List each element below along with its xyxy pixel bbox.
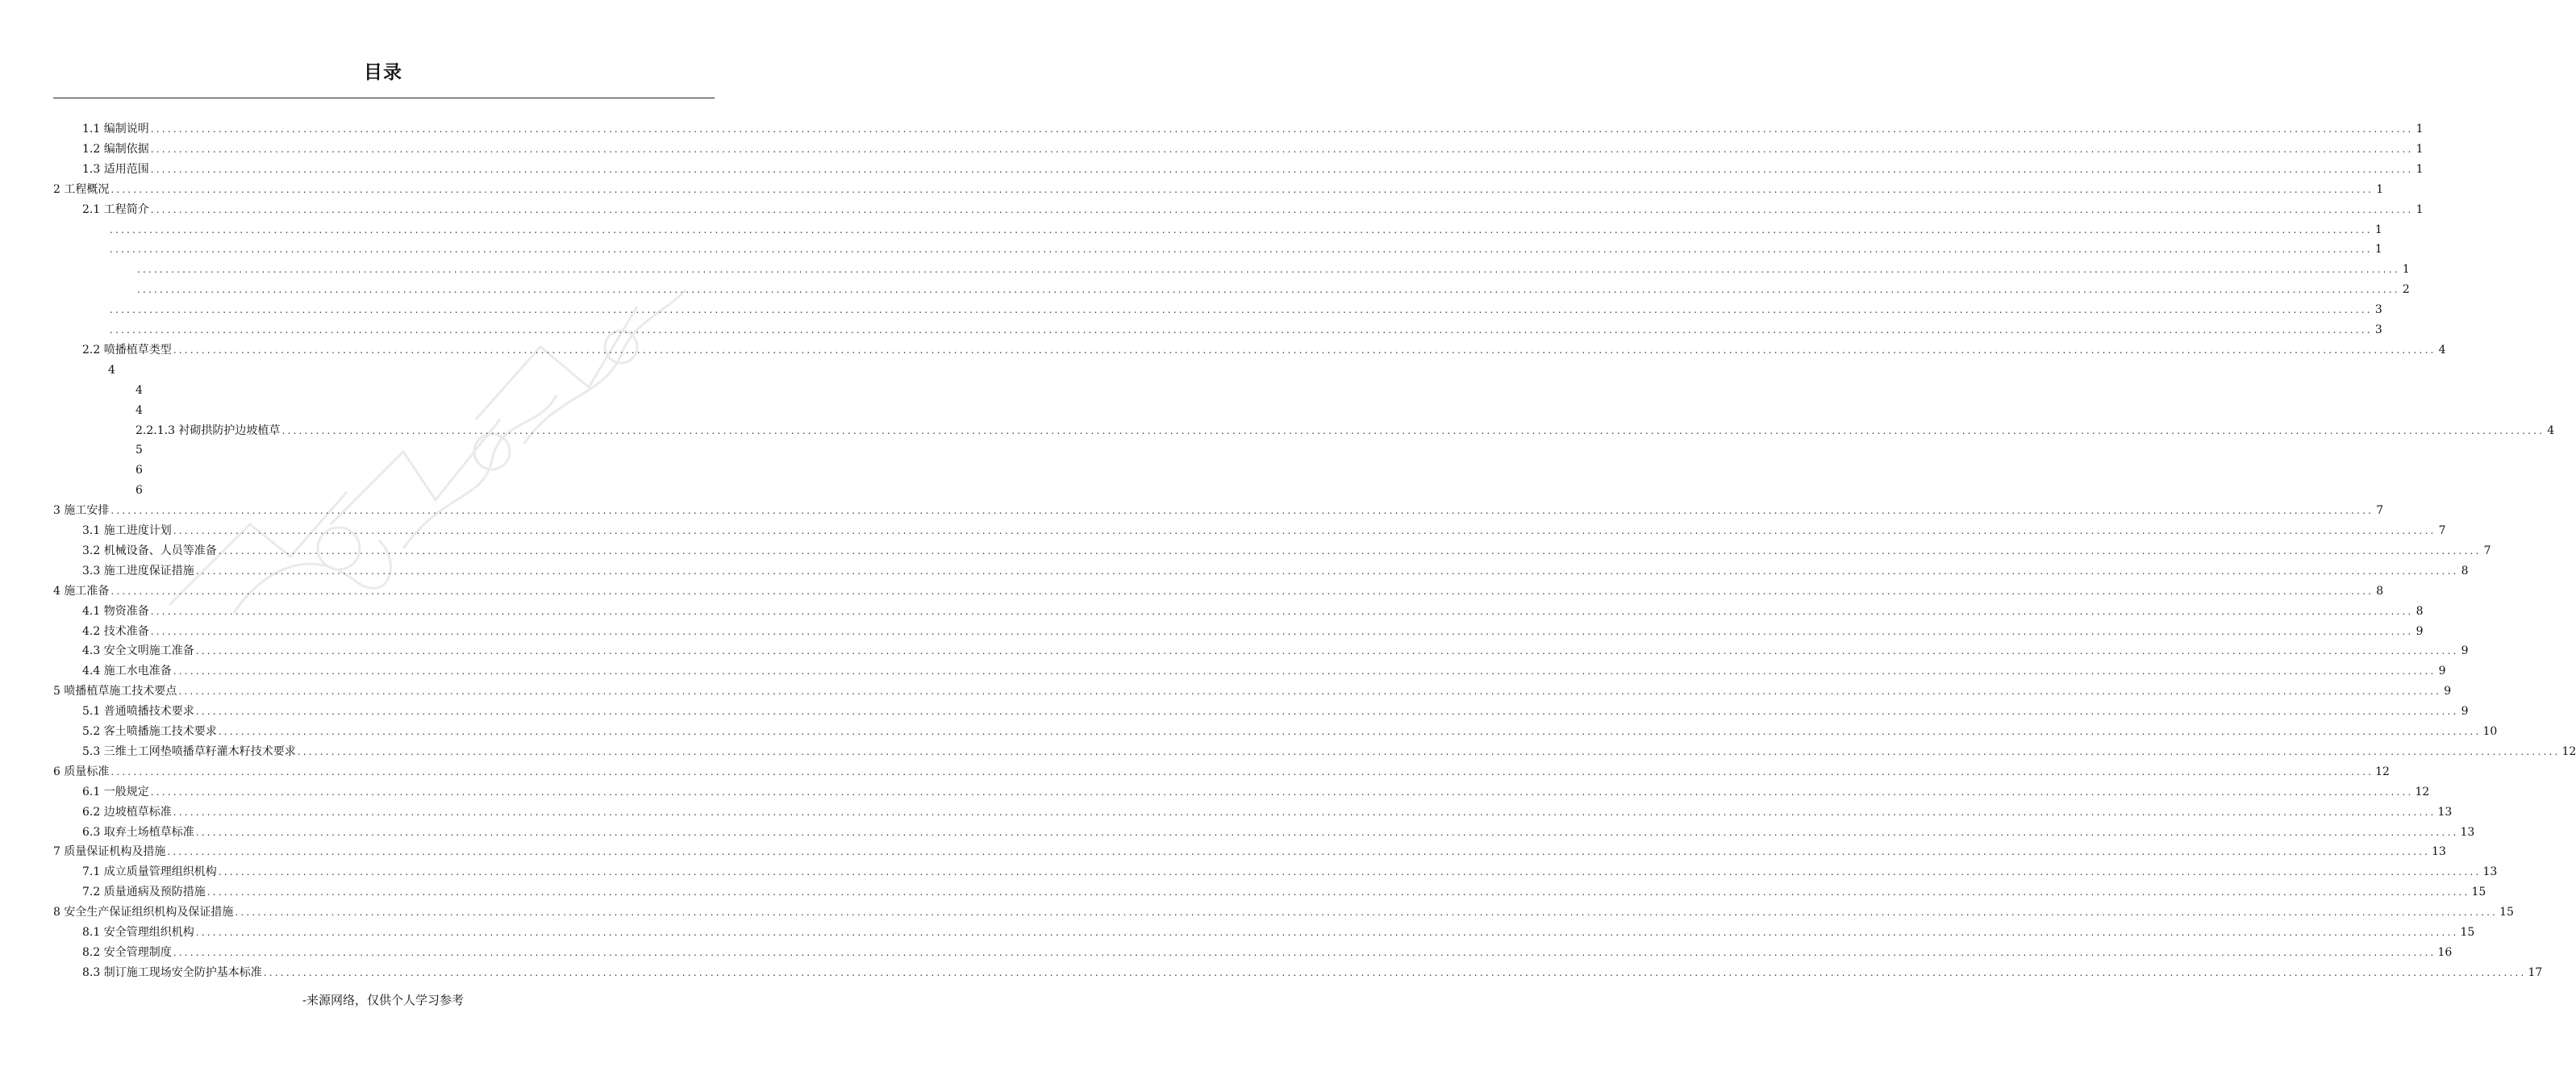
page-title: 目录	[364, 62, 402, 83]
toc-entry[interactable]	[82, 823, 2475, 843]
toc-entry[interactable]	[82, 200, 2424, 220]
toc-entry[interactable]	[82, 702, 2469, 722]
toc-entry-page-number: 15	[2499, 906, 2514, 919]
toc-entry-page-number: 9	[2444, 685, 2452, 698]
toc-leader-dots: ................................................................................................................................................................................................................................................................................................................................................................................................................	[195, 706, 2459, 718]
toc-entry-page-number: 8	[2461, 564, 2469, 577]
toc-leader-dots: ................................................................................................................................................................................................................................................................................................................................................................................................................	[150, 625, 2414, 637]
toc-leader-dots: ................................................................................................................................................................................................................................................................................................................................................................................................................	[178, 686, 2442, 698]
toc-leader-dots: ................................................................................................................................................................................................................................................................................................................................................................................................................	[110, 183, 2374, 195]
toc-leader-dots: ................................................................................................................................................................................................................................................................................................................................................................................................................	[218, 866, 2482, 878]
toc-entry-label: 6	[135, 484, 143, 498]
toc-entry-page-number: 13	[2437, 805, 2453, 819]
toc-entry[interactable]	[82, 742, 2576, 762]
toc-entry[interactable]	[108, 220, 2382, 240]
toc-entry[interactable]	[53, 903, 2514, 923]
toc-entry-page-number: 12	[2561, 744, 2576, 758]
toc-leader-dots: ................................................................................................................................................................................................................................................................................................................................................................................................................	[218, 726, 2482, 737]
toc-entry[interactable]	[82, 943, 2453, 963]
toc-entry-label: 4 施工准备	[53, 584, 110, 598]
toc-entry-page-number: 13	[2432, 845, 2446, 859]
toc-leader-dots: ................................................................................................................................................................................................................................................................................................................................................................................................................	[150, 203, 2414, 215]
toc-entry[interactable]	[82, 160, 2424, 180]
toc-entry[interactable]	[82, 722, 2498, 742]
toc-entry-page-number: 17	[2528, 965, 2543, 979]
toc-entry[interactable]	[82, 803, 2453, 823]
toc-leader-dots: ................................................................................................................................................................................................................................................................................................................................................................................................................	[218, 544, 2482, 557]
toc-entry-label: 4.3 安全文明施工准备	[82, 644, 194, 658]
toc-entry-label: 2.2.1.3 衬砌拱防护边坡植草	[135, 423, 281, 437]
toc-leader-dots: ................................................................................................................................................................................................................................................................................................................................................................................................................	[195, 645, 2459, 657]
toc-entry[interactable]	[82, 602, 2424, 622]
toc-entry-page-number: 15	[2460, 926, 2475, 939]
toc-entry-page-number: 1	[2416, 123, 2424, 136]
toc-entry-label: 7 质量保证机构及措施	[53, 845, 166, 859]
toc-entry-label: 8.2 安全管理制度	[82, 945, 172, 959]
toc-entry[interactable]	[135, 481, 151, 501]
toc-entry-page-number: 3	[2374, 303, 2382, 317]
toc-entry[interactable]	[108, 361, 123, 381]
toc-entry[interactable]	[82, 541, 2491, 561]
toc-leader-dots: ................................................................................................................................................................................................................................................................................................................................................................................................................	[206, 886, 2470, 898]
toc-entry-page-number: 9	[2438, 665, 2446, 678]
toc-leader-dots: ................................................................................................................................................................................................................................................................................................................................................................................................................	[150, 163, 2414, 175]
toc-entry-page-number: 13	[2460, 825, 2475, 839]
toc-leader-dots: ................................................................................................................................................................................................................................................................................................................................................................................................................	[110, 244, 2373, 256]
toc-entry-label: 4.2 技术准备	[82, 624, 149, 638]
toc-entry[interactable]	[108, 300, 2382, 320]
toc-entry-page-number: 1	[2376, 182, 2384, 196]
toc-entry[interactable]	[53, 180, 2384, 200]
toc-entry-page-number: 9	[2461, 644, 2469, 658]
toc-leader-dots: ................................................................................................................................................................................................................................................................................................................................................................................................................	[173, 525, 2436, 536]
toc-entry[interactable]	[82, 661, 2446, 682]
toc-entry-label: 6	[135, 464, 143, 477]
toc-leader-dots: ................................................................................................................................................................................................................................................................................................................................................................................................................	[110, 304, 2373, 316]
toc-entry[interactable]	[82, 561, 2469, 582]
toc-entry-page-number: 1	[2416, 142, 2424, 156]
toc-leader-dots: ................................................................................................................................................................................................................................................................................................................................................................................................................	[110, 585, 2374, 597]
toc-entry[interactable]	[135, 260, 2410, 280]
toc-entry[interactable]	[82, 641, 2469, 661]
toc-leader-dots: ................................................................................................................................................................................................................................................................................................................................................................................................................	[137, 264, 2400, 276]
toc-leader-dots: ................................................................................................................................................................................................................................................................................................................................................................................................................	[195, 565, 2459, 577]
toc-entry-label: 3.3 施工进度保证措施	[82, 564, 194, 577]
toc-entry-label: 3.2 机械设备、人员等准备	[82, 544, 217, 557]
toc-leader-dots: ................................................................................................................................................................................................................................................................................................................................................................................................................	[110, 223, 2373, 236]
toc-leader-dots: ................................................................................................................................................................................................................................................................................................................................................................................................................	[195, 927, 2459, 938]
toc-leader-dots: ................................................................................................................................................................................................................................................................................................................................................................................................................	[167, 846, 2431, 858]
toc-entry[interactable]	[135, 421, 2555, 441]
toc-entry-label: 7.2 质量通病及预防措施	[82, 886, 206, 899]
toc-entry[interactable]	[135, 381, 151, 401]
toc-entry-page-number: 16	[2437, 945, 2453, 959]
toc-entry[interactable]	[53, 501, 2384, 521]
toc-entry-label: 8.1 安全管理组织机构	[82, 926, 194, 939]
toc-entry[interactable]	[108, 320, 2382, 340]
toc-entry-page-number: 13	[2482, 865, 2498, 879]
toc-entry[interactable]	[82, 963, 2543, 983]
toc-entry-label: 1.3 适用范围	[82, 162, 149, 176]
toc-entry-page-number: 7	[2438, 524, 2446, 537]
toc-leader-dots: ................................................................................................................................................................................................................................................................................................................................................................................................................	[137, 284, 2400, 296]
toc-entry-page-number: 1	[2374, 243, 2382, 256]
toc-entry-label: 4	[135, 403, 143, 417]
toc-entry-label: 4	[135, 383, 143, 397]
toc-entry-label: 3.1 施工进度计划	[82, 524, 172, 537]
toc-entry-label: 6 质量标准	[53, 765, 110, 778]
toc-entry-label: 7.1 成立质量管理组织机构	[82, 865, 217, 879]
toc-entry-label: 5.3 三维土工网垫喷播草籽灌木籽技术要求	[82, 744, 296, 758]
toc-entry-page-number: 1	[2416, 162, 2424, 176]
toc-entry-label: 6.1 一般规定	[82, 785, 149, 798]
toc-entry-label: 6.3 取弃土场植草标准	[82, 825, 194, 839]
toc-entry-label: 8.3 制订施工现场安全防护基本标准	[82, 965, 262, 979]
toc-entry-label: 8 安全生产保证组织机构及保证措施	[53, 906, 234, 919]
toc-leader-dots: ................................................................................................................................................................................................................................................................................................................................................................................................................	[110, 324, 2373, 336]
toc-leader-dots: ................................................................................................................................................................................................................................................................................................................................................................................................................	[297, 745, 2561, 757]
toc-entry-page-number: 7	[2483, 544, 2491, 557]
toc-entry-page-number: 9	[2461, 705, 2469, 719]
toc-entry-label: 6.2 边坡植草标准	[82, 805, 172, 819]
toc-entry-label: 5.1 普通喷播技术要求	[82, 705, 194, 719]
toc-entry-page-number: 10	[2482, 725, 2498, 738]
toc-entry-page-number: 7	[2376, 504, 2384, 518]
toc-entry-page-number: 1	[2402, 263, 2410, 277]
toc-leader-dots: ................................................................................................................................................................................................................................................................................................................................................................................................................	[173, 946, 2436, 958]
toc-entry[interactable]	[135, 280, 2410, 300]
toc-leader-dots: ................................................................................................................................................................................................................................................................................................................................................................................................................	[235, 907, 2499, 919]
toc-entry[interactable]	[82, 622, 2424, 642]
toc-leader-dots: ................................................................................................................................................................................................................................................................................................................................................................................................................	[195, 826, 2459, 838]
toc-entry-label: 1.2 编制依据	[82, 142, 149, 156]
toc-leader-dots: ................................................................................................................................................................................................................................................................................................................................................................................................................	[173, 665, 2436, 678]
toc-entry-page-number: 2	[2402, 283, 2410, 297]
toc-entry[interactable]	[53, 582, 2384, 602]
toc-leader-dots: ................................................................................................................................................................................................................................................................................................................................................................................................................	[150, 605, 2414, 617]
toc-entry-page-number: 8	[2416, 604, 2424, 618]
toc-entry[interactable]	[82, 140, 2424, 160]
toc-entry-label: 2.1 工程简介	[82, 202, 149, 216]
toc-entry[interactable]	[82, 782, 2430, 803]
toc-leader-dots: ................................................................................................................................................................................................................................................................................................................................................................................................................	[263, 966, 2527, 978]
toc-entry[interactable]	[135, 440, 151, 461]
toc-entry-label: 2 工程概况	[53, 182, 110, 196]
toc-leader-dots: ................................................................................................................................................................................................................................................................................................................................................................................................................	[110, 765, 2374, 778]
toc-entry-label: 3 施工安排	[53, 504, 110, 518]
toc-entry[interactable]	[53, 682, 2452, 702]
toc-entry[interactable]	[82, 882, 2486, 903]
toc-entry-page-number: 3	[2374, 323, 2382, 336]
toc-entry[interactable]	[135, 461, 151, 481]
toc-entry[interactable]	[53, 842, 2446, 862]
toc-entry-label: 4	[108, 363, 115, 377]
toc-entry[interactable]	[82, 340, 2446, 361]
toc-entry[interactable]	[108, 240, 2382, 260]
toc-entry-label: 5 喷播植草施工技术要点	[53, 685, 177, 698]
toc-entry-page-number: 1	[2374, 223, 2382, 236]
toc-entry-page-number: 9	[2416, 624, 2424, 638]
toc-entry-label: 1.1 编制说明	[82, 123, 149, 136]
toc-entry-label: 2.2 喷播植草类型	[82, 343, 172, 356]
footer-note: -来源网络，仅供个人学习参考	[302, 993, 465, 1007]
toc-leader-dots: ................................................................................................................................................................................................................................................................................................................................................................................................................	[150, 786, 2414, 798]
toc-leader-dots: ................................................................................................................................................................................................................................................................................................................................................................................................................	[150, 143, 2414, 155]
toc-entry-page-number: 4	[2547, 423, 2555, 437]
toc-entry[interactable]	[82, 119, 2424, 140]
toc-entry-label: 4.1 物资准备	[82, 604, 149, 618]
toc-leader-dots: ................................................................................................................................................................................................................................................................................................................................................................................................................	[110, 505, 2374, 517]
toc-entry-label: 5	[135, 444, 143, 457]
toc-entry-page-number: 12	[2375, 765, 2390, 778]
toc-entry[interactable]	[135, 401, 151, 421]
toc-leader-dots: ................................................................................................................................................................................................................................................................................................................................................................................................................	[150, 123, 2414, 135]
toc-entry[interactable]	[53, 762, 2390, 782]
toc-leader-dots: ................................................................................................................................................................................................................................................................................................................................................................................................................	[281, 424, 2545, 436]
toc-entry-label: 4.4 施工水电准备	[82, 665, 172, 678]
toc-entry-page-number: 15	[2471, 886, 2486, 899]
toc-entry[interactable]	[82, 923, 2475, 943]
toc-entry[interactable]	[82, 862, 2498, 882]
toc-entry-page-number: 1	[2416, 202, 2424, 216]
toc-entry[interactable]	[82, 521, 2446, 541]
toc-entry-page-number: 12	[2415, 785, 2430, 798]
toc-entry-page-number: 8	[2376, 584, 2384, 598]
toc-leader-dots: ................................................................................................................................................................................................................................................................................................................................................................................................................	[173, 806, 2436, 818]
toc-entry-label: 5.2 客土喷播施工技术要求	[82, 725, 217, 738]
toc-entry-page-number: 4	[2438, 343, 2446, 356]
toc-leader-dots: ................................................................................................................................................................................................................................................................................................................................................................................................................	[173, 344, 2436, 356]
